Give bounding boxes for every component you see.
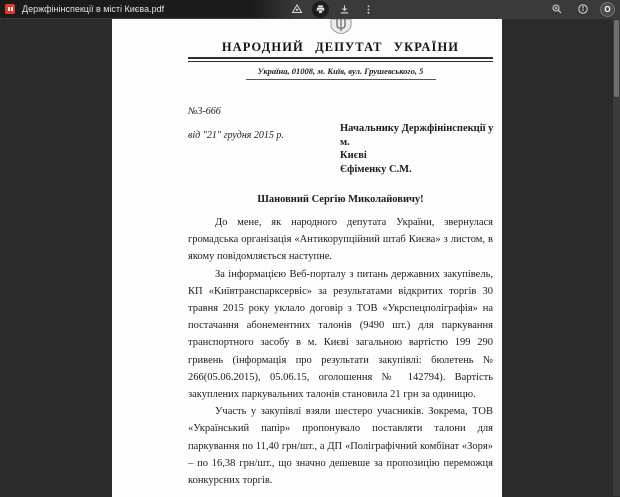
paragraph: За інформацією Веб-порталу з питань державних закупівель, КП «Київтранспарксервіс» за результатами відкритих торгів 30 травня 2015 року уклало договір з ТОВ «Укрспецполіграфія» на постачання абонементних талонів (9490 шт.) для паркування транспортного засобу в м. Києві загальною вартістю 199 290 гривень (інформація про результати закупівлі: бюлетень № 266(05.06.2015), 05.06.15, оголошення № 142794). Вартість закуплених паркувальних талонів становила 21 грн за одиницю. — [188, 268, 493, 401]
more-options-icon — [363, 4, 374, 15]
letterhead-address: Україна, 01008, м. Київ, вул. Грушевського, 5 — [257, 66, 424, 76]
letterhead-underline — [246, 79, 436, 80]
file-info — [0, 4, 164, 14]
paragraph: Участь у закупівлі взяли шестеро учасників. Зокрема, ТОВ «Український папір» пропонувало поставляти талони для паркування по 11,40 грн/шт., а ДП «Поліграфічний комбінат «Зоря» – по 16,38 грн/шт., що значно дешевше за пропозицію переможця конкурсних торгів. — [188, 406, 493, 487]
reference-date: від "21" грудня 2015 р. — [188, 130, 284, 141]
toolbar-center-actions — [288, 0, 377, 18]
print-button[interactable] — [312, 1, 329, 18]
document-content — [188, 19, 493, 489]
paragraph: До мене, як народного депутата України, звернулася громадська організація «Антикорупційний штаб Києва» з листом, в якому повідомляється наступне. — [188, 217, 493, 263]
addressee-line: Начальнику Держфінінспекції у м. — [340, 123, 494, 148]
add-to-drive-button[interactable] — [288, 1, 305, 18]
pdf-viewer-toolbar — [0, 0, 620, 18]
more-options-button[interactable] — [360, 1, 377, 18]
scrollbar-thumb[interactable] — [614, 20, 619, 97]
document-page — [112, 19, 502, 497]
print-icon — [315, 4, 326, 15]
addressee-line: Єфіменку С.М. — [340, 163, 412, 175]
addressee-line: Києві — [340, 150, 367, 161]
letter-body — [188, 214, 493, 489]
addressee-block — [340, 122, 494, 176]
info-icon — [577, 3, 589, 15]
filename-label: Держфінінспекції в місті Києва.pdf — [22, 4, 165, 14]
download-button[interactable] — [336, 1, 353, 18]
vertical-scrollbar[interactable] — [613, 19, 620, 496]
info-button[interactable] — [574, 1, 591, 18]
letterhead-title: НАРОДНИЙ ДЕПУТАТ УКРАЇНИ — [221, 40, 460, 54]
letterhead-double-rule — [188, 57, 493, 62]
toolbar-right-actions — [548, 0, 615, 18]
reference-block — [188, 106, 494, 175]
salutation: Шановний Сергію Миколайовичу! — [257, 194, 424, 205]
ukraine-trident-emblem-icon — [330, 19, 352, 34]
zoom-in-button[interactable] — [548, 1, 565, 18]
account-avatar[interactable]: O — [600, 2, 615, 17]
pdf-viewer-canvas — [0, 18, 620, 496]
zoom-in-icon — [551, 3, 563, 15]
reference-number: №3-666 — [188, 106, 221, 117]
pdf-file-icon — [5, 4, 15, 14]
add-to-drive-icon — [291, 3, 303, 15]
download-icon — [339, 4, 350, 15]
